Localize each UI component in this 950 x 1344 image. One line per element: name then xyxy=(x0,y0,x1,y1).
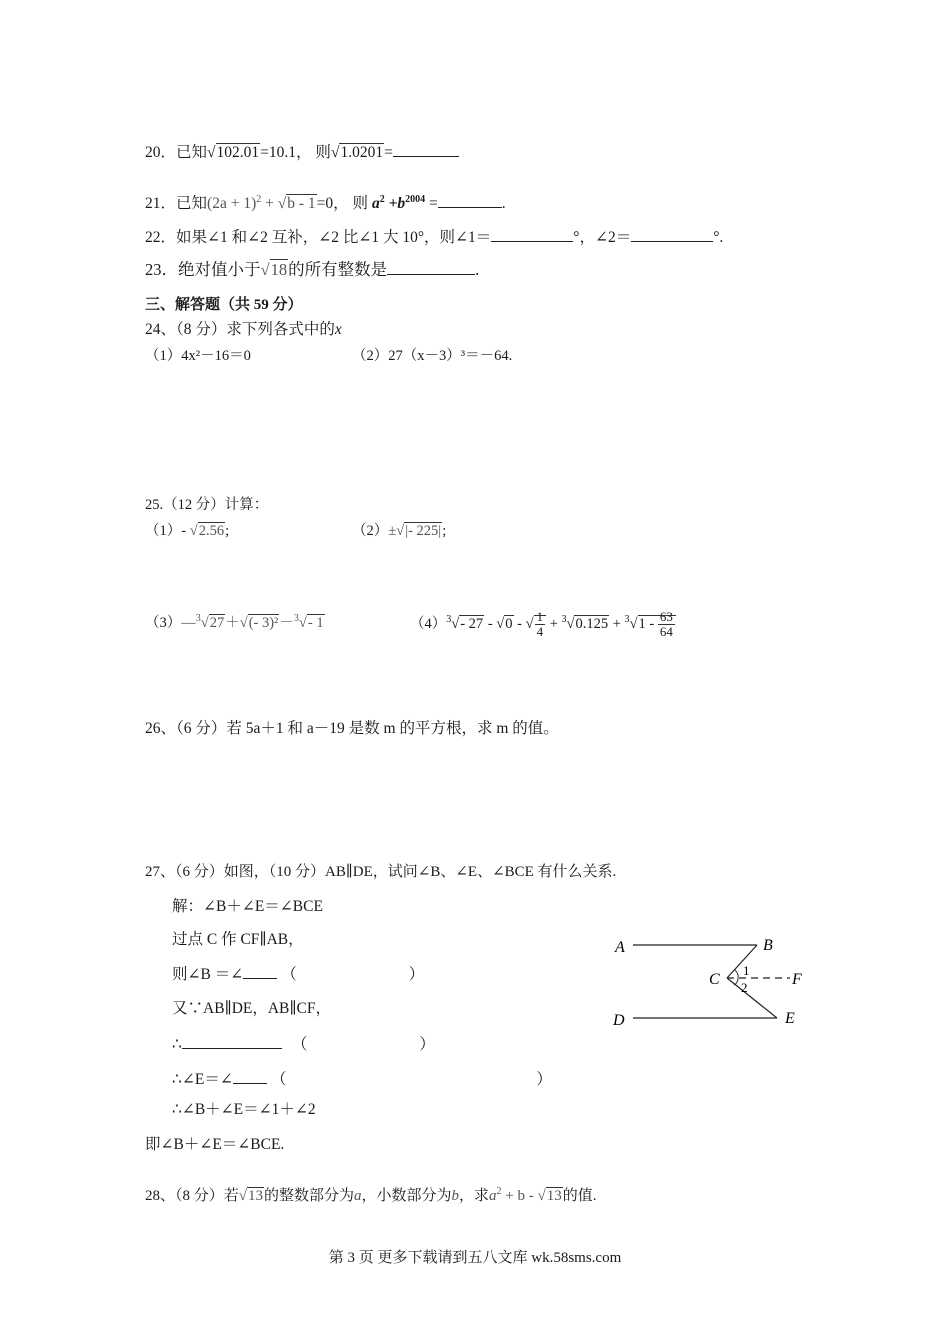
label-a: A xyxy=(615,939,625,956)
line-ce xyxy=(727,978,777,1018)
sqrt-1-0201: √1.0201 xyxy=(330,144,384,161)
question-25-part2: （2）±√|- 225|; xyxy=(352,523,447,539)
answer-blank[interactable] xyxy=(182,1032,282,1049)
sqrt-neg3-squared: √(- 3)² xyxy=(239,614,279,631)
answer-blank[interactable] xyxy=(387,258,475,275)
q27-line1: 解：∠B＋∠E＝∠BCE xyxy=(172,898,323,915)
cbrt-1-minus-63-64: $^3$√1 - $\frac{63}{64}$ xyxy=(625,600,676,644)
question-25-part1: （1）- √2.56; xyxy=(145,523,230,539)
question-22: 22．如果∠1 和∠2 互补，∠2 比∠1 大 10°，则∠1＝ °，∠2＝ °. xyxy=(145,225,723,248)
answer-blank[interactable] xyxy=(438,191,502,208)
answer-blank-angle2[interactable] xyxy=(631,225,713,242)
question-20: 20．已知√102.01=10.1， 则√1.0201= xyxy=(145,140,459,163)
q27-line2: 过点 C 作 CF∥AB， xyxy=(172,931,304,948)
cbrt-27: $^3$√27 xyxy=(195,613,225,631)
q27-line5: ∴ （ ） xyxy=(172,1032,435,1055)
angle-arc-1 xyxy=(735,970,738,978)
sqrt-one-quarter: √ $\frac{1}{4}$ xyxy=(526,604,546,644)
answer-blank[interactable] xyxy=(243,962,277,979)
q27-line3: 则∠B ＝∠ （ ） xyxy=(172,962,424,985)
line-bc xyxy=(727,945,757,978)
question-28: 28、（8 分）若√13的整数部分为a，小数部分为b，求$a^2 + b - √13$的值. xyxy=(145,1186,597,1204)
question-27: 27、（6 分）如图，（10 分）AB∥DE，试问∠B、∠E、∠BCE 有什么关系. xyxy=(145,864,617,880)
sqrt-13: √13 xyxy=(238,1188,263,1204)
page-footer: 第 3 页 更多下载请到五八文库 wk.58sms.com xyxy=(328,1250,622,1266)
question-23: 23．绝对值小于√18的所有整数是 . xyxy=(145,260,480,279)
label-f: F xyxy=(792,971,802,988)
sqrt-13-b: √13 xyxy=(537,1188,562,1204)
question-24: 24、（8 分）求下列各式中的x xyxy=(145,321,342,338)
q27-line4: 又∵AB∥DE，AB∥CF， xyxy=(172,1000,332,1017)
question-25: 25.（12 分）计算： xyxy=(145,497,269,513)
question-25-part4: $(4)^3√-$ 27 - √0 - √ $\frac{1}{4}$ + $^3$√0.125 + $^3$√1 - $\frac{63}{64}$ xyxy=(410,600,676,644)
label-angle-2: 2 xyxy=(741,980,748,995)
label-b: B xyxy=(763,937,773,954)
sqrt-abs-225: √|- 225| xyxy=(396,523,442,539)
question-24-part1: （1）4x²－16＝0 xyxy=(145,348,251,364)
answer-blank[interactable] xyxy=(393,140,459,157)
label-e: E xyxy=(785,1010,795,1027)
label-c: C xyxy=(709,971,720,988)
sqrt-b-minus-1: √b - 1 xyxy=(277,195,316,213)
q27-line6: ∴∠E＝∠ （ ） xyxy=(172,1067,552,1090)
sqrt-102-01: √102.01 xyxy=(207,144,260,161)
sqrt-18: √18 xyxy=(260,260,288,279)
label-d: D xyxy=(613,1012,625,1029)
cbrt-neg1: $^3$√- 1 xyxy=(293,613,324,631)
section-title: 三、解答题（共 59 分） xyxy=(145,297,303,313)
geometry-diagram xyxy=(605,930,820,1030)
sqrt-2-56: √2.56 xyxy=(189,523,225,539)
q27-line7: ∴∠B＋∠E＝∠1＋∠2 xyxy=(172,1101,316,1118)
question-24-part2: （2）27（x－3）³＝－64. xyxy=(352,348,513,364)
q27-line8: 即∠B＋∠E＝∠BCE. xyxy=(145,1136,285,1153)
question-26: 26、（6 分）若 5a＋1 和 a－19 是数 m 的平方根，求 m 的值。 xyxy=(145,720,559,737)
sqrt-0: √0 xyxy=(496,615,513,632)
question-21: 21．已知$(2a + 1)^2 + √b - 1=0$， 则 $a^2 +b^{2004}$ = . xyxy=(145,190,506,214)
answer-blank-angle1[interactable] xyxy=(491,225,573,242)
label-angle-1: 1 xyxy=(743,963,750,978)
answer-blank[interactable] xyxy=(233,1067,267,1084)
cbrt-0-125: $^3$√0.125 xyxy=(561,614,609,632)
question-25-part3: （3）—$^3$√27＋√(- 3)²－$^3$√- 1 xyxy=(145,609,325,633)
cbrt-neg27: $^3$√- 27 xyxy=(446,614,484,632)
